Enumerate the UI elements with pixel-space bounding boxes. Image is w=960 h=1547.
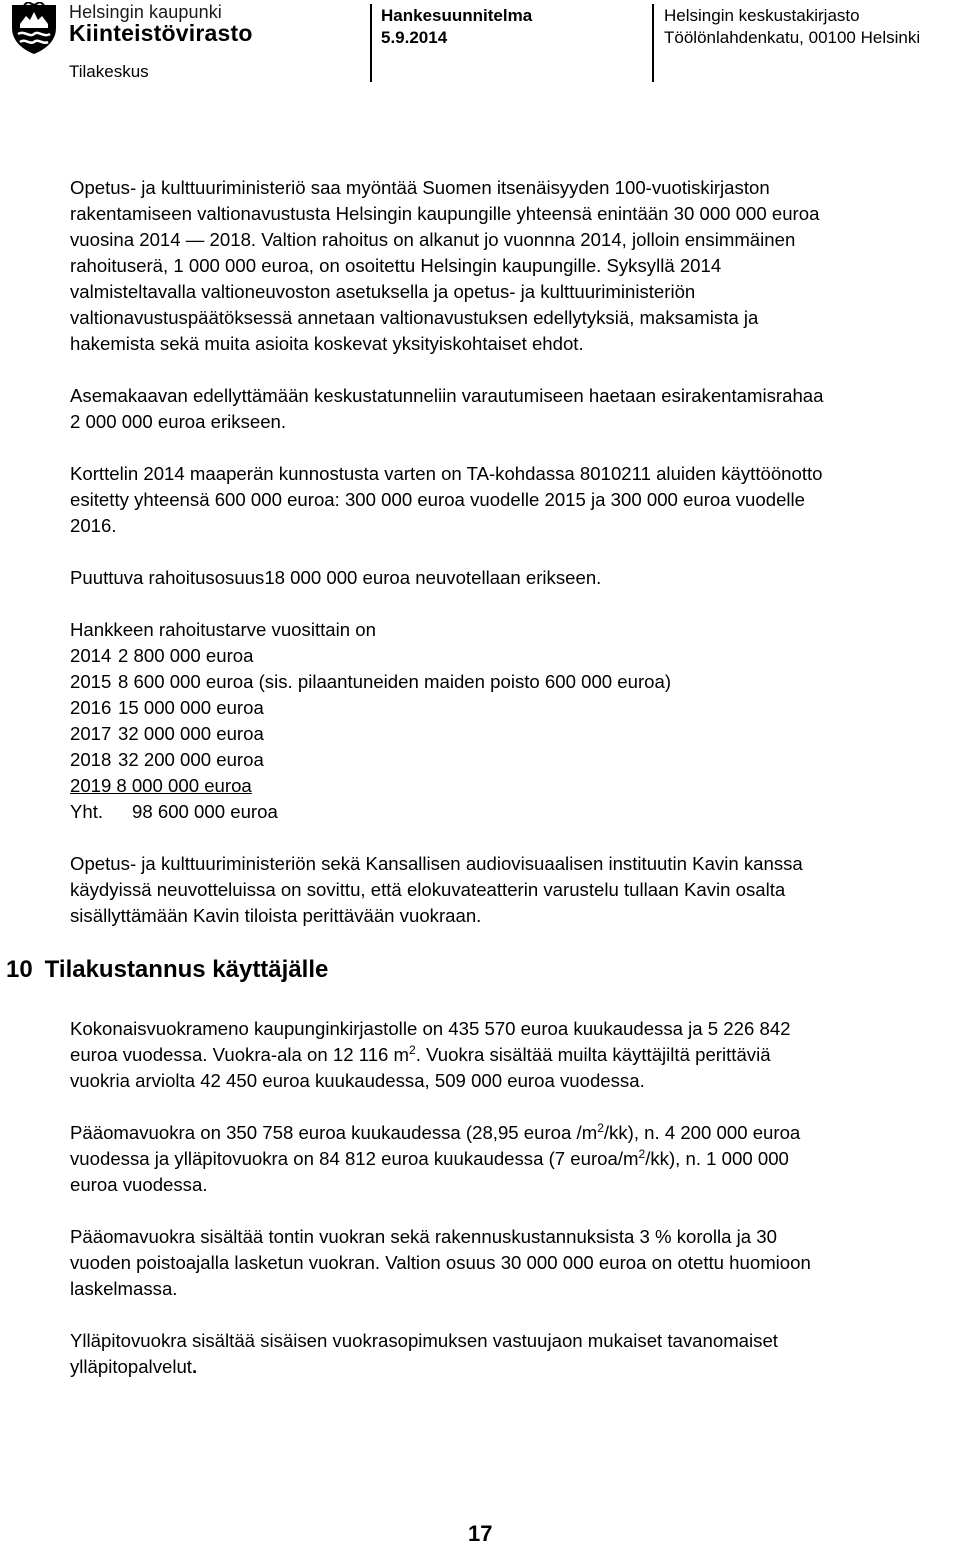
funding-intro: Hankkeen rahoitustarve vuosittain on — [70, 619, 376, 640]
text-line: 2016. — [70, 515, 117, 536]
paragraph-capital-rent-details — [70, 1224, 960, 1302]
paragraph-capital-rent — [70, 1120, 960, 1198]
text-line: valmisteltavalla valtioneuvoston asetuksella ja opetus- ja kulttuuriministeriön — [70, 281, 696, 302]
funding-row — [70, 643, 960, 669]
paragraph-total-rent — [70, 1016, 960, 1094]
header-divider — [370, 4, 372, 82]
text-line: hakemista sekä muita asioita koskevat yksityiskohtaiset ehdot. — [70, 333, 584, 354]
paragraph-maintenance-rent — [70, 1328, 960, 1380]
funding-amount: 15 000 000 euroa — [118, 697, 264, 718]
page-header — [0, 0, 960, 90]
text-line: Opetus- ja kulttuuriministeriö saa myöntää Suomen itsenäisyyden 100-vuotiskirjaston — [70, 177, 770, 198]
paragraph-missing-funding: Puuttuva rahoitusosuus18 000 000 euroa neuvotellaan erikseen. — [70, 567, 602, 588]
section-title: Tilakustannus käyttäjälle — [44, 956, 329, 983]
text-line: rakentamiseen valtionavustusta Helsingin kaupungille yhteensä enintään 30 000 000 euroa — [70, 203, 820, 224]
section-body — [70, 1016, 960, 1380]
section-number: 10 — [6, 956, 33, 983]
funding-year: 2018 — [70, 749, 112, 770]
funding-row — [70, 695, 960, 721]
funding-row — [70, 721, 960, 747]
text-line: Opetus- ja kulttuuriministeriön sekä Kansallisen audiovisuaalisen instituutin Kavin kanssa — [70, 853, 803, 874]
text-line: esitetty yhteensä 600 000 euroa: 300 000 euroa vuodelle 2015 ja 300 000 euroa vuodelle — [70, 489, 806, 510]
funding-year: 2017 — [70, 723, 112, 744]
helsinki-crest-icon — [6, 2, 62, 56]
document-body — [70, 175, 960, 929]
paragraph-kavi — [70, 851, 960, 929]
text-line: Asemakaavan edellyttämään keskustatunneliin varautumiseen haetaan esirakentamisrahaa — [70, 385, 824, 406]
section-heading — [6, 956, 328, 984]
header-divider — [652, 4, 654, 82]
project-name: Helsingin keskustakirjasto — [664, 6, 860, 25]
text-line: Kokonaisvuokrameno kaupunginkirjastolle on 435 570 euroa kuukaudessa ja 5 226 842 — [70, 1018, 791, 1039]
org-department: Kiinteistövirasto — [69, 20, 253, 46]
text-line: Korttelin 2014 maaperän kunnostusta varten on TA-kohdassa 8010211 aluiden käyttöönotto — [70, 463, 823, 484]
funding-year: 2015 — [70, 671, 112, 692]
project-address: Töölönlahdenkatu, 00100 Helsinki — [664, 28, 921, 47]
funding-row — [70, 747, 960, 773]
funding-amount: 8 000 000 euroa — [106, 775, 252, 796]
document-date: 5.9.2014 — [381, 28, 448, 47]
text-line: vuosina 2014 — 2018. Valtion rahoitus on alkanut jo vuonnna 2014, jolloin ensimmäinen — [70, 229, 796, 250]
text-line: Ylläpitovuokra sisältää sisäisen vuokrasopimuksen vastuujaon mukaiset tavanomaiset — [70, 1330, 778, 1351]
text-line: vuoden poistoajalla lasketun vuokran. Valtion osuus 30 000 000 euroa on otettu huomioon — [70, 1252, 811, 1273]
paragraph-tunnel — [70, 383, 960, 435]
text-line: sisällyttämään Kavin tiloista perittävään vuokraan. — [70, 905, 482, 926]
funding-total-amount: 98 600 000 euroa — [132, 801, 278, 822]
funding-row — [70, 669, 960, 695]
org-unit: Tilakeskus — [69, 62, 149, 81]
org-city: Helsingin kaupunki — [69, 2, 222, 22]
text-line: ylläpitopalvelut. — [70, 1356, 198, 1377]
text-line: rahoituserä, 1 000 000 euroa, on osoitettu Helsingin kaupungille. Syksyllä 2014 — [70, 255, 722, 276]
text-line: Pääomavuokra sisältää tontin vuokran sekä rakennuskustannuksista 3 % korolla ja 30 — [70, 1226, 777, 1247]
text-line: käydyissä neuvotteluissa on sovittu, että elokuvateatterin varustelu tullaan Kavin osalta — [70, 879, 786, 900]
funding-amount: 2 800 000 euroa — [118, 645, 254, 666]
paragraph-state-aid — [70, 175, 960, 357]
funding-table — [70, 617, 960, 825]
funding-year: 2014 — [70, 645, 112, 666]
text-line: valtionavustuspäätöksessä annetaan valtionavustuksen edellytyksiä, maksamista ja — [70, 307, 759, 328]
paragraph-soil — [70, 461, 960, 539]
text-line: 2 000 000 euroa erikseen. — [70, 411, 287, 432]
text-line: euroa vuodessa. — [70, 1174, 208, 1195]
text-line: euroa vuodessa. Vuokra-ala on 12 116 $m^2$. Vuokra sisältää muilta käyttäjiltä perittäviä — [70, 1043, 771, 1065]
text-line: vuokria arviolta 42 450 euroa kuukaudessa, 509 000 euroa vuodessa. — [70, 1070, 645, 1091]
funding-amount: 32 200 000 euroa — [118, 749, 264, 770]
text-line: vuodessa ja ylläpitovuokra on 84 812 euroa kuukaudessa (7 euroa/$m^2/kk$), n. 1 000 000 — [70, 1147, 789, 1169]
funding-row — [70, 773, 960, 799]
funding-year: 2016 — [70, 697, 112, 718]
text-line: laskelmassa. — [70, 1278, 178, 1299]
document-title: Hankesuunnitelma — [381, 6, 533, 25]
text-line: Pääomavuokra on 350 758 euroa kuukaudessa (28,95 euroa $/m^2/kk$), n. 4 200 000 euroa — [70, 1121, 801, 1143]
funding-amount: 8 600 000 euroa (sis. pilaantuneiden maiden poisto 600 000 euroa) — [118, 671, 672, 692]
page-number: 17 — [468, 1521, 493, 1546]
funding-year: 2019 — [70, 775, 112, 796]
funding-total-row — [70, 799, 960, 825]
funding-total-label: Yht. — [70, 801, 104, 822]
funding-amount: 32 000 000 euroa — [118, 723, 264, 744]
